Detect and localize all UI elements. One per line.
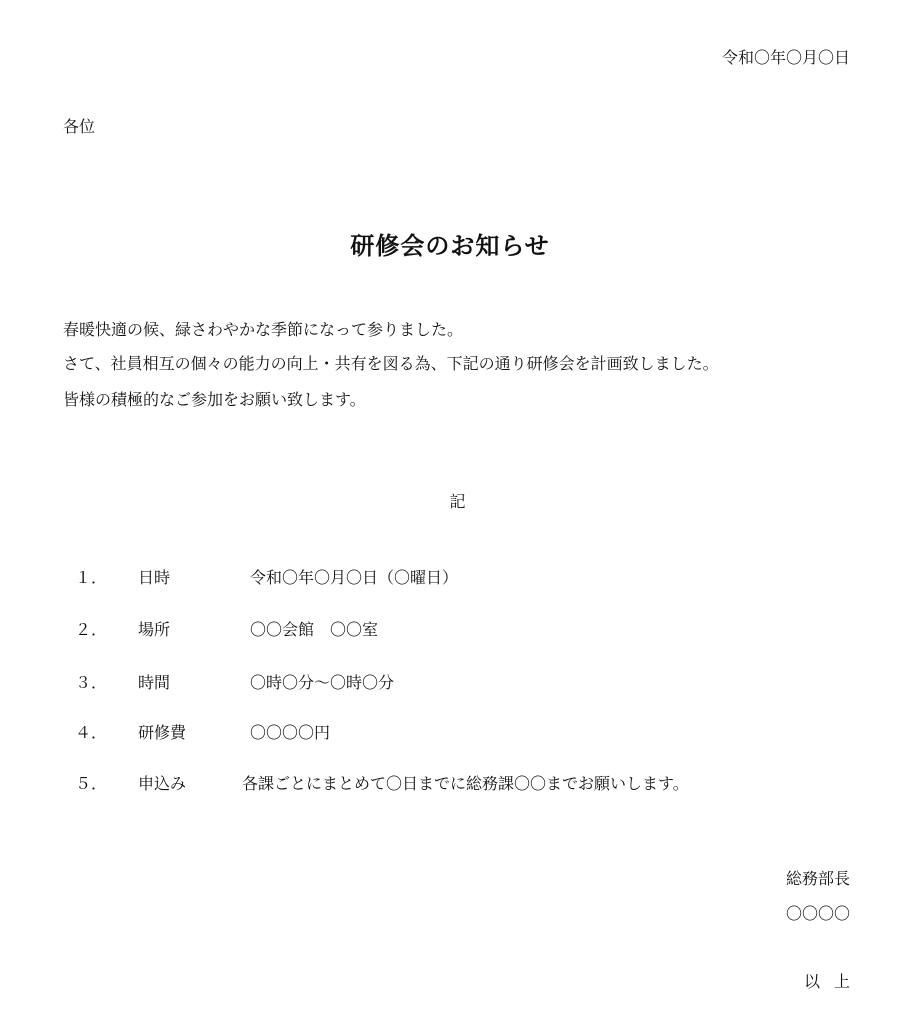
item-value: 各課ごとにまとめて〇日までに総務課〇〇までお願いします。 (242, 774, 689, 793)
item-number: ４． (75, 723, 108, 742)
item-value: 令和〇年〇月〇日（〇曜日） (250, 568, 459, 587)
item-number: ３． (75, 673, 108, 692)
ki-heading: 記 (449, 492, 466, 511)
item-number: ５． (75, 774, 108, 793)
item-number: ２． (75, 620, 108, 639)
document-date: 令和〇年〇月〇日 (721, 48, 850, 67)
item-number: １． (75, 568, 108, 587)
body-line: 春暖快適の候、緑さわやかな季節になって参りました。 (63, 320, 464, 339)
item-value: 〇〇会館 〇〇室 (250, 620, 379, 639)
department-name: 総務部長 (785, 869, 850, 888)
document-title: 研修会のお知らせ (350, 232, 550, 260)
item-label: 日時 (138, 568, 171, 587)
signer-name: 〇〇〇〇 (785, 904, 850, 923)
addressee: 各位 (63, 117, 96, 136)
item-value: 〇時〇分～〇時〇分 (250, 673, 395, 692)
closing-mark: 以上 (803, 972, 864, 991)
item-value: 〇〇〇〇円 (250, 723, 331, 742)
item-label: 申込み (138, 774, 187, 793)
body-line: さて、社員相互の個々の能力の向上・共有を図る為、下記の通り研修会を計画致しました。 (63, 354, 719, 373)
item-label: 時間 (138, 673, 171, 692)
item-label: 場所 (138, 620, 171, 639)
body-line: 皆様の積極的なご参加をお願い致します。 (63, 390, 366, 409)
item-label: 研修費 (138, 723, 187, 742)
